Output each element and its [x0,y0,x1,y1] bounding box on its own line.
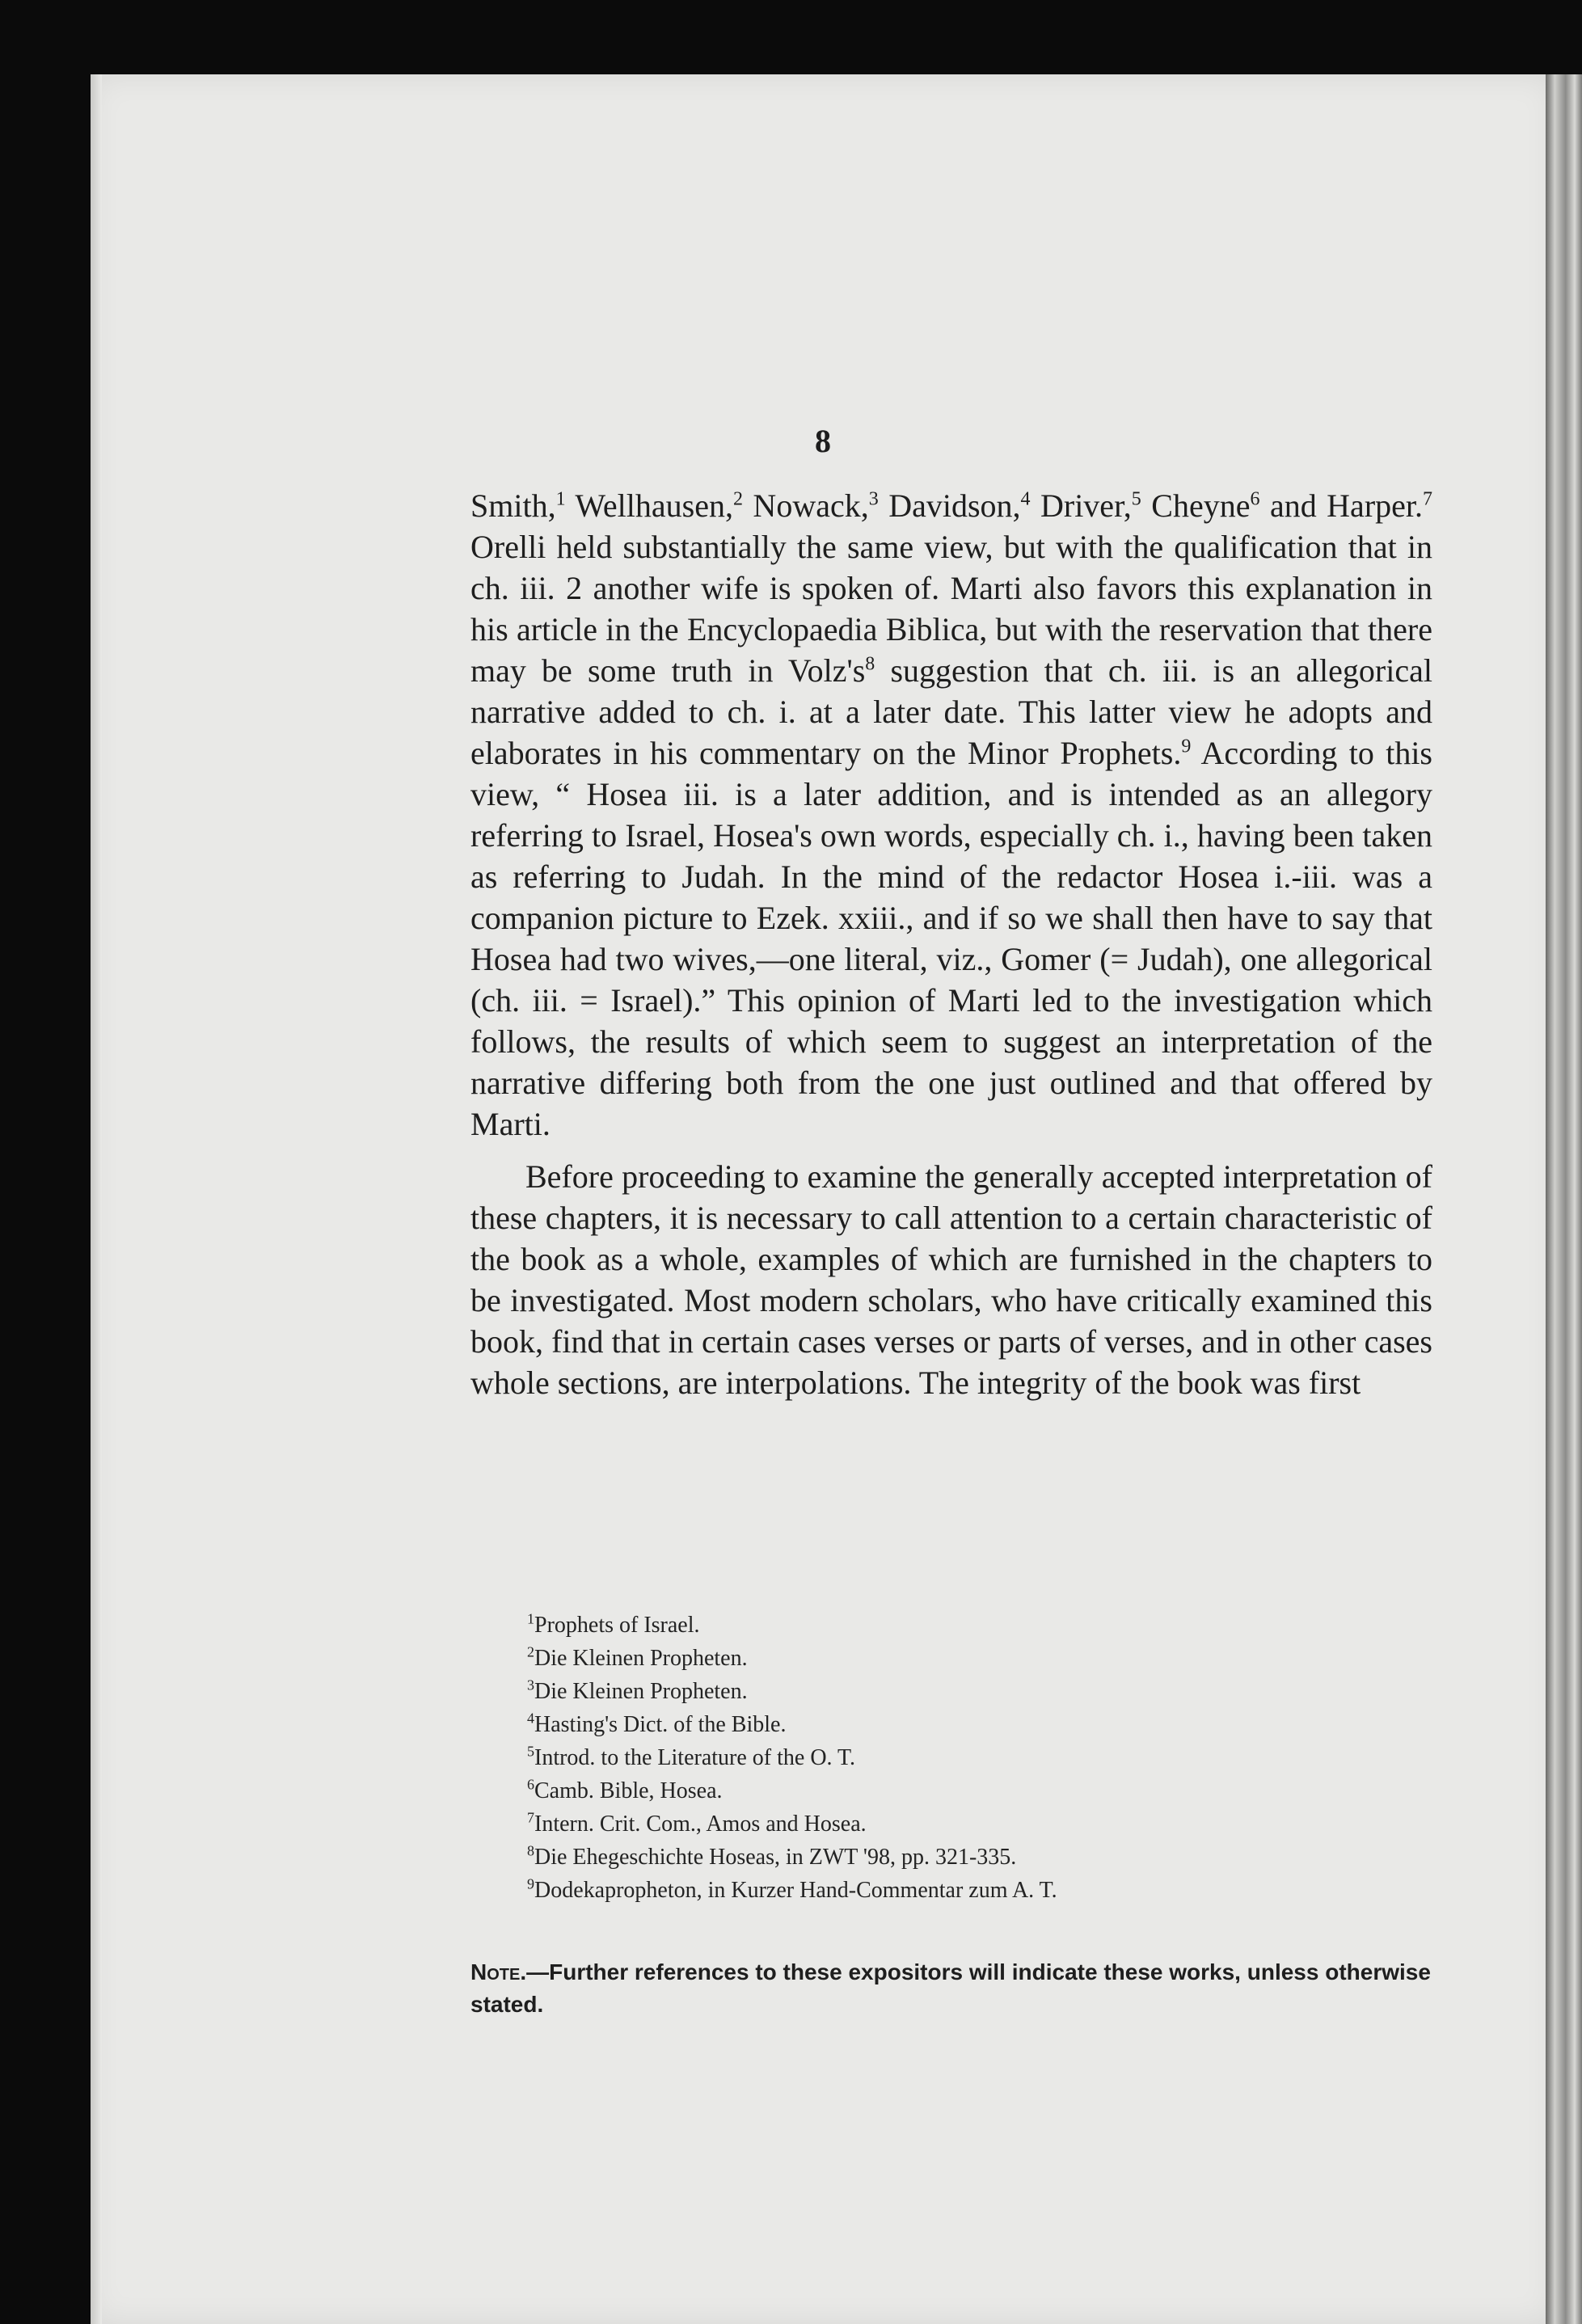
footnote-item [527,1774,1416,1807]
footnote-ref: 8 [865,653,875,675]
body-paragraph-1 [470,485,1432,1145]
footnote-text: Intern. Crit. Com., Amos and Hosea. [534,1812,867,1837]
footnote-number: 7 [527,1809,534,1826]
footnote-ref: 4 [1020,488,1031,510]
footnote-item [527,1741,1416,1774]
note-text: —Further references to these expositors will indicate these works, unless otherwise stated. [470,1959,1431,2017]
footnote-item [527,1807,1416,1841]
footnote-ref: 9 [1181,736,1192,757]
body-paragraph-2 [470,1156,1432,1403]
footnote-text: Dodekapropheton, in Kurzer Hand-Commentar zum A. T. [534,1878,1057,1903]
footnote-item [527,1675,1416,1708]
footnote-ref: 2 [732,488,743,510]
footnote-item [527,1841,1416,1874]
footnote-text: Die Kleinen Propheten. [534,1679,748,1704]
footnote-number: 8 [527,1842,534,1859]
footnote-item [527,1642,1416,1675]
footnotes-list [527,1609,1416,1907]
footnote-number: 5 [527,1743,534,1760]
body-text-run: Cheyne [1141,487,1251,524]
footnote-text: Die Ehegeschichte Hoseas, in ZWT '98, pp. 321-335. [534,1845,1017,1870]
footnote-number: 9 [527,1875,534,1892]
body-text-run: Davidson, [878,487,1021,524]
body-text-run: Nowack, [742,487,869,524]
body-text [470,485,1432,1403]
body-text-run: Wellhausen, [565,487,733,524]
footnote-item [527,1609,1416,1642]
footnote-ref: 3 [868,488,879,510]
footnote-ref: 6 [1250,488,1260,510]
footnote-number: 1 [527,1610,534,1627]
note-label: Note. [470,1959,527,1984]
footnote-number: 3 [527,1677,534,1693]
body-text-run: According to this view, “ Hosea iii. is a later addition, and is intended as an allegory referring to Israel, Hosea's own words, especially ch. i., having been taken as referring to Judah. In the mind of the redactor Hosea i.-iii. was a companion picture to Ezek. xxiii., and if so we shall then have to say that Hosea had two wives,—one literal, viz., Gomer (= Judah), one allegorical (ch. iii. = Israel).” This opinion of Marti led to the investigation which follows, the results of which seem to suggest an interpretation of the narrative differing both from the one just outlined and that offered by Marti. [470,735,1432,1142]
footnote-text: Hasting's Dict. of the Bible. [534,1712,787,1737]
footnote-text: Introd. to the Literature of the O. T. [534,1745,856,1770]
page-number: 8 [815,423,831,459]
page-gutter-edge [1546,74,1582,2324]
footnote-number: 4 [527,1710,534,1727]
footnote-text: Prophets of Israel. [534,1613,700,1638]
body-text-run: Smith, [470,487,556,524]
footnote-text: Die Kleinen Propheten. [534,1646,748,1671]
body-text-run: and Harper. [1259,487,1424,524]
footnote-ref: 5 [1131,488,1141,510]
footnote-number: 2 [527,1643,534,1660]
footnote-ref: 7 [1423,488,1433,510]
body-text-run: suggestion that ch. iii. is an allegorical narrative added to ch. i. at a later date. This latter view he adopts and elaborates in his commentary on the Minor Prophets. [470,652,1432,771]
footnote-number: 6 [527,1776,534,1793]
page-left-edge [91,74,102,2324]
editorial-note [470,1956,1441,2021]
footnote-ref: 1 [555,488,566,510]
footnote-item [527,1874,1416,1907]
body-text-run: Driver, [1030,487,1132,524]
body-text-run: Before proceeding to examine the generally accepted interpretation of these chapters, it is necessary to call attention to a certain characteristic of the book as a whole, examples of which are furnished in the chapters to be investigated. Most modern scholars, who have critically examined this book, find that in certain cases verses or parts of verses, and in other cases whole sections, are interpolations. The integrity of the book was first [470,1158,1432,1401]
footnote-text: Camb. Bible, Hosea. [534,1778,723,1803]
body-text-run: Orelli held substantially the same view, but with the qualification that in ch. iii. 2 another wife is spoken of. Marti also favors this explanation in his article in the Encyclopaedia Biblica, but with the reservation that there may be some truth in Volz's [470,529,1432,689]
footnote-item [527,1708,1416,1741]
